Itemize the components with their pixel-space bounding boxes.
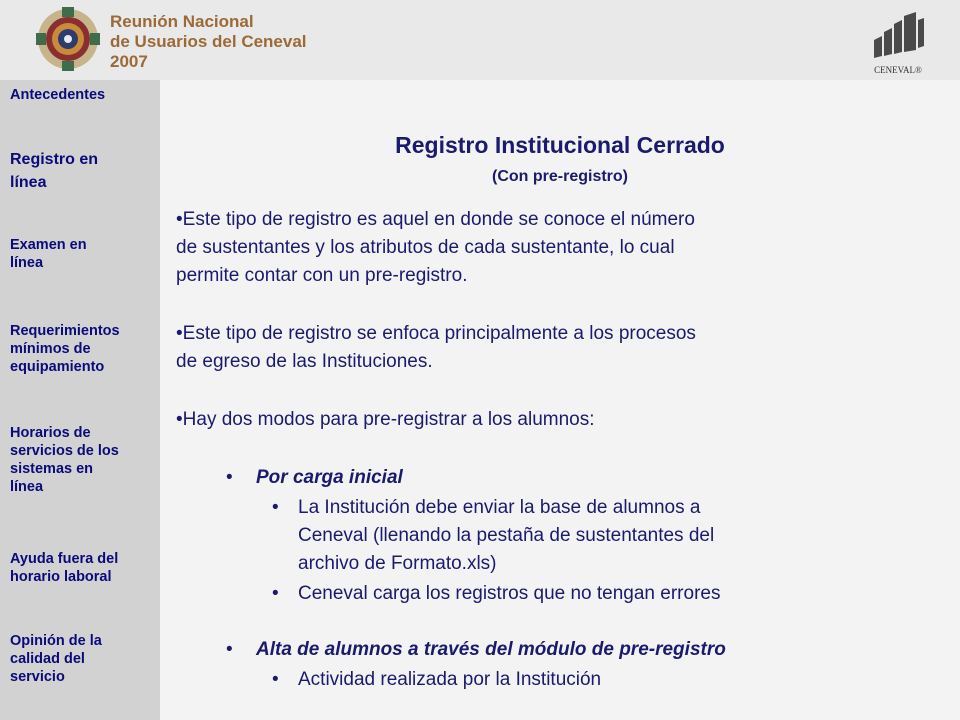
sidebar-item-opinion[interactable]: Opinión de la calidad del servicio (10, 633, 102, 685)
paragraph-definition (176, 206, 695, 290)
page-title: Registro Institucional Cerrado (395, 132, 725, 158)
brand-name: CENEVAL® (874, 65, 922, 75)
brand-logo (862, 10, 934, 74)
page-subtitle: (Con pre-registro) (492, 168, 628, 185)
event-title (110, 12, 307, 72)
paragraph-line: de egreso de las Instituciones. (176, 351, 433, 372)
paragraph-modes: •Hay dos modos para pre-registrar a los alumnos: (176, 409, 595, 430)
main-content (160, 80, 960, 720)
sidebar-item-antecedentes[interactable]: Antecedentes (10, 87, 106, 103)
sidebar-item-horarios[interactable]: Horarios de servicios de los sistemas en línea (10, 425, 119, 495)
bullet-icon: • (272, 583, 279, 604)
sidebar-item-registro-en-linea[interactable]: Registro en línea (10, 151, 99, 191)
sub-item-line: archivo de Formato.xls) (298, 553, 497, 574)
mode-title: Alta de alumnos a través del módulo de pre-registro (256, 639, 726, 660)
bullet-icon: • (272, 497, 279, 518)
paragraph-line: •Este tipo de registro es aquel en donde se conoce el número (176, 209, 695, 230)
event-title-line1: Reunión Nacional (110, 12, 254, 31)
paragraph-line: de sustentantes y los atributos de cada sustentante, lo cual (176, 237, 675, 258)
mode-title: Por carga inicial (256, 467, 403, 488)
paragraph-focus (176, 320, 696, 376)
bullet-icon: • (226, 467, 233, 488)
ceneval-logo-icon (862, 10, 934, 60)
sub-item: Actividad realizada por la Institución (298, 669, 602, 690)
sub-item (298, 494, 714, 578)
sub-item-line: Ceneval (llenando la pestaña de sustentantes del (298, 525, 715, 546)
event-title-line3: 2007 (110, 52, 148, 71)
header-band (0, 0, 960, 80)
paragraph-line: permite contar con un pre-registro. (176, 265, 468, 286)
sidebar-item-requerimientos[interactable]: Requerimientos mínimos de equipamiento (10, 323, 120, 375)
sub-item: Ceneval carga los registros que no tengan errores (298, 583, 721, 604)
bullet-icon: • (226, 639, 233, 660)
sidebar (0, 80, 160, 720)
sub-item-line: La Institución debe enviar la base de alumnos a (298, 497, 701, 518)
sidebar-item-examen-en-linea[interactable]: Examen en línea (10, 237, 87, 271)
sidebar-item-ayuda[interactable]: Ayuda fuera del horario laboral (10, 551, 119, 585)
event-title-line2: de Usuarios del Ceneval (110, 32, 307, 51)
paragraph-line: •Este tipo de registro se enfoca principalmente a los procesos (176, 323, 696, 344)
bullet-icon: • (272, 669, 279, 690)
